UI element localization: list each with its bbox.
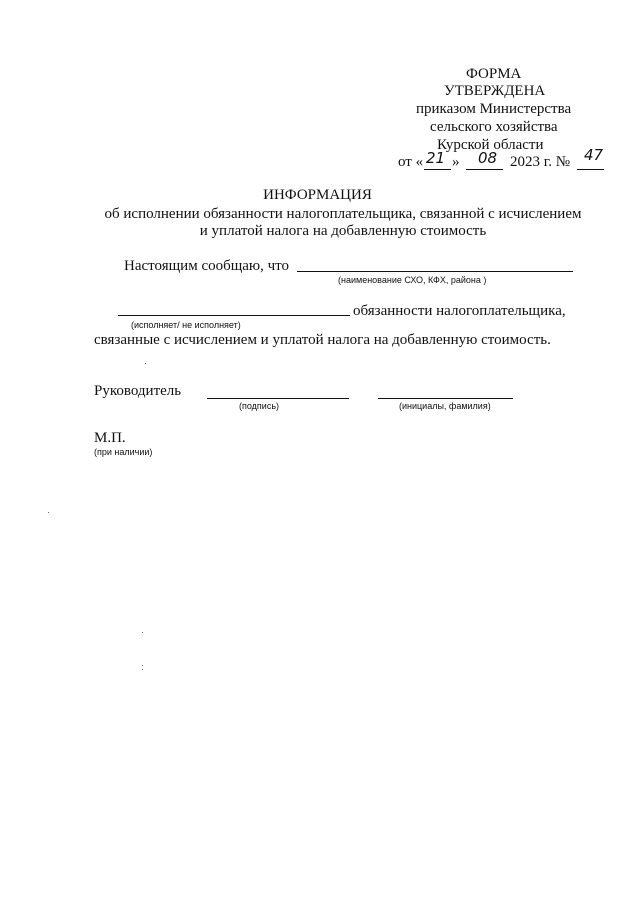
document-subtitle-line1: об исполнении обязанности налогоплательщика, связанной с исчислением [104, 206, 582, 222]
signature-field[interactable] [207, 398, 349, 399]
month-underline [466, 169, 503, 170]
obligation-continuation: связанные с исчислением и уплатой налога на добавленную стоимость. [94, 332, 551, 348]
organization-name-field[interactable] [297, 271, 573, 272]
scan-speck [142, 669, 143, 670]
ministry-label: сельского хозяйства [430, 119, 558, 135]
day-underline [424, 169, 451, 170]
document-subtitle-line2: и уплатой налога на добавленную стоимость [199, 223, 487, 239]
date-quote-close: » [452, 154, 460, 170]
scan-speck [48, 512, 49, 513]
form-label: ФОРМА [466, 66, 522, 82]
organization-name-caption: (наименование СХО, КФХ, района ) [338, 275, 487, 285]
approved-label: УТВЕРЖДЕНА [444, 83, 546, 99]
number-handwritten: 47 [584, 146, 604, 164]
execution-status-field[interactable] [118, 315, 350, 316]
signature-caption: (подпись) [239, 401, 280, 411]
full-name-caption: (инициалы, фамилия) [399, 401, 491, 411]
day-handwritten: 21 [426, 149, 446, 167]
scan-speck [142, 632, 143, 633]
scan-speck [142, 665, 143, 666]
document-title: ИНФОРМАЦИЯ [263, 187, 372, 203]
number-underline [577, 169, 604, 170]
stamp-label: М.П. [94, 430, 126, 446]
obligation-text: обязанности налогоплательщика, [353, 303, 566, 319]
stamp-caption: (при наличии) [94, 447, 153, 457]
full-name-field[interactable] [378, 398, 513, 399]
order-label: приказом Министерства [416, 101, 572, 117]
month-handwritten: 08 [478, 149, 498, 167]
region-label: Курской области [437, 137, 544, 153]
execution-status-caption: (исполняет/ не исполняет) [131, 320, 241, 330]
head-label: Руководитель [94, 383, 182, 399]
scan-speck [145, 363, 146, 364]
date-prefix: от « [398, 154, 424, 170]
intro-text: Настоящим сообщаю, что [124, 258, 290, 274]
year-and-number-label: 2023 г. № [510, 154, 571, 170]
